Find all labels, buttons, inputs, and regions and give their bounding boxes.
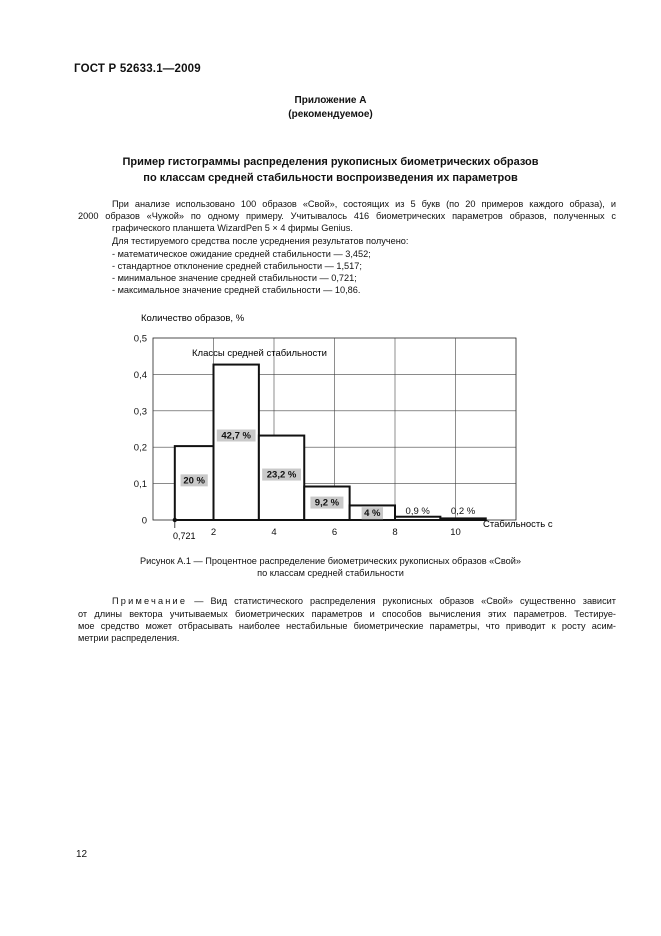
- intro-paragraph-line-3: графического планшета WizardPen 5 × 4 фирмы Genius.: [112, 223, 353, 233]
- y-tick-label: 0: [141, 515, 147, 527]
- intro-paragraph-line-2: 2000 образов «Чужой» по одному примеру. Учитывалось 416 биометрических параметров образов, полученных с: [78, 211, 616, 221]
- note-line-1-text: — Вид статистического распределения рукописных образов «Свой» существенно зависит: [187, 596, 616, 606]
- y-axis-title: Количество образов, %: [141, 313, 245, 324]
- annex-status: (рекомендуемое): [288, 109, 373, 120]
- note-line-3: мое средство может отбрасывать наиболее нестабильные биометрические параметры, что приводит к росту асим-: [78, 621, 616, 631]
- bar-value-label: 4 %: [364, 508, 381, 520]
- bar-value-label: 42,7 %: [221, 430, 251, 442]
- y-tick-label: 0,5: [133, 333, 147, 345]
- bar-value-label: 23,2 %: [266, 469, 297, 481]
- chart-bars: [175, 365, 486, 520]
- intro-results-lead: Для тестируемого средства после усреднения результатов получено:: [112, 236, 409, 246]
- result-item-max: - максимальное значение средней стабильности — 10,86.: [112, 285, 361, 295]
- x-axis-title: Стабильность c: [483, 519, 553, 530]
- page-number: 12: [76, 849, 88, 860]
- histogram-bar: [214, 365, 259, 520]
- x-tick-label: 10: [450, 527, 461, 538]
- y-tick-label: 0,4: [133, 369, 147, 381]
- x-tick-label: 2: [210, 527, 217, 538]
- x-tick-label: 4: [271, 527, 277, 538]
- figure-caption-line-2: по классам средней стабильности: [257, 568, 404, 578]
- document-header: ГОСТ Р 52633.1—2009: [74, 63, 201, 75]
- note-line-2: от длины вектора учитываемых биометрических параметров и способов вычисления этих параметров. Тестируе-: [78, 609, 616, 619]
- note-line-1: [78, 595, 616, 607]
- y-tick-label: 0,2: [133, 442, 147, 454]
- note-line-4: метрии распределения.: [78, 633, 180, 643]
- x-tick-label: 8: [392, 527, 398, 538]
- result-item-stddev: - стандартное отклонение средней стабильности — 1,517;: [112, 261, 362, 271]
- bar-value-label: 0,9 %: [405, 506, 430, 517]
- bar-value-label: 9,2 %: [314, 497, 340, 509]
- result-item-min: - минимальное значение средней стабильности — 0,721;: [112, 273, 357, 283]
- annex-label: Приложение А: [294, 95, 367, 106]
- bar-value-label: 0,2 %: [450, 506, 476, 517]
- y-tick-label: 0,3: [133, 406, 147, 418]
- histogram-chart: [95, 308, 575, 548]
- histogram-bar: [440, 518, 485, 520]
- intro-paragraph-line-1: При анализе использовано 100 образов «Свой», состоящих из 5 букв (по 20 примеров каждого образа), и: [112, 199, 616, 209]
- x-tick-label: 6: [331, 527, 338, 538]
- y-tick-label: 0,1: [133, 479, 147, 491]
- bar-value-label: 20 %: [183, 475, 205, 487]
- result-item-mean: - математическое ожидание средней стабильности — 3,452;: [112, 249, 371, 259]
- section-title-line-2: по классам средней стабильности воспроизведения их параметров: [143, 172, 518, 184]
- note-label: Примечание: [112, 596, 188, 606]
- histogram-bar: [395, 517, 440, 520]
- chart-title: Классы средней стабильности: [192, 348, 327, 359]
- figure-caption-line-1: Рисунок А.1 — Процентное распределение биометрических рукописных образов «Свой»: [139, 556, 522, 566]
- section-title-line-1: Пример гистограммы распределения рукописных биометрических образов: [122, 156, 539, 168]
- x-min-label: 0,721: [173, 531, 196, 541]
